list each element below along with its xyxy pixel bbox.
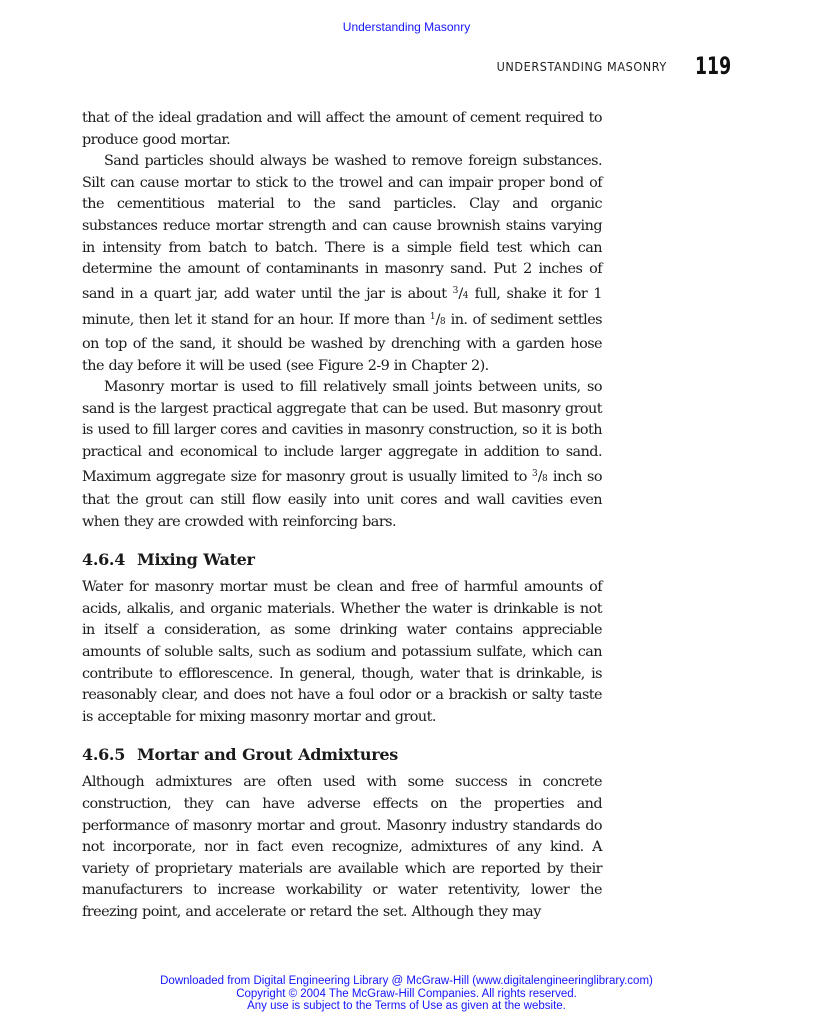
paragraph-1: that of the ideal gradation and will affect the amount of cement required to produce good mortar. <box>82 110 602 148</box>
footer-notice <box>0 975 813 1013</box>
body-text <box>82 108 602 924</box>
paragraph-2-text-a: Sand particles should always be washed to remove foreign substances. Silt can cause mortar to stick to the trowel and can impair proper bond of the cementitious material to the sand particles. Clay and organic substances reduce mortar strength and can cause brownish stains varying in intensity from batch to batch. There is a simple field test which can determine the amount of contaminants in masonry sand. Put 2 inches of sand in a quart jar, add water until the jar is about <box>82 153 602 302</box>
section-number: 4.6.5 <box>82 745 126 765</box>
section-title: Mortar and Grout Admixtures <box>137 745 398 765</box>
paragraph-2-text-c: in. of sediment settles on top of the sand, it should be washed by drenching with a garden hose the day before it will be used (see Figure 2-9 in Chapter 2). <box>82 312 602 374</box>
paragraph-3: Masonry mortar is used to fill relatively small joints between units, so sand is the largest practical aggregate that can be used. But masonry grout is used to fill larger cores and cavities in masonry construction, so it is both practical and economical to include larger aggregate in addition to sand. Maximum aggregate size for masonry grout is usually limited to $^3$/8 inch so that the grout can still flow easily into unit cores and wall cavities even when they are crowded with reinforcing bars. <box>82 379 602 530</box>
section-heading-admixtures <box>82 744 602 766</box>
footer-copyright: Copyright © 2004 The McGraw-Hill Companies. All rights reserved. <box>236 987 577 1000</box>
page-number: 119 <box>694 52 731 80</box>
fraction-denominator: 8 <box>542 473 548 484</box>
paragraph-3-text-a: Masonry mortar is used to fill relatively small joints between units, so sand is the largest practical aggregate that can be used. But masonry grout is used to fill larger cores and cavities in masonry construction, so it is both practical and economical to include larger aggregate in addition to sand. Maximum aggregate size for masonry grout is usually limited to <box>82 379 602 485</box>
running-title: UNDERSTANDING MASONRY <box>496 59 667 74</box>
paragraph-4: Water for masonry mortar must be clean and free of harmful amounts of acids, alkalis, and organic materials. Whether the water is drinkable is not in itself a consideration, as some drinking water contains appreciable amounts of soluble salts, such as sodium and potassium sulfate, which can contribute to efflorescence. In general, though, water that is drinkable, is reasonably clear, and does not have a foul odor or a brackish or salty taste is acceptable for mixing masonry mortar and grout. <box>82 579 602 725</box>
section-title: Mixing Water <box>137 550 255 570</box>
footer-download-link[interactable]: Downloaded from Digital Engineering Library @ McGraw-Hill (www.digitalengineeringlibrary.com) <box>160 975 653 987</box>
fraction-numerator: 3 <box>452 285 459 296</box>
running-head <box>497 52 731 80</box>
fraction-numerator: 1 <box>429 312 436 323</box>
paragraph-2: Sand particles should always be washed to remove foreign substances. Silt can cause mortar to stick to the trowel and can impair proper bond of the cementitious material to the sand particles. Clay and organic substances reduce mortar strength and can cause brownish stains varying in intensity from batch to batch. There is a simple field test which can determine the amount of contaminants in masonry sand. Put 2 inches of sand in a quart jar, add water until the jar is about $^3$/4 full, shake it for 1 minute, then let it stand for an hour. If more than $^1$/8 in. of sediment settles on top of the sand, it should be washed by drenching with a garden hose the day before it will be used (see Figure 2-9 in Chapter 2). <box>82 153 603 374</box>
fraction-denominator: 8 <box>439 317 446 328</box>
fraction-denominator: 4 <box>462 290 469 301</box>
paragraph-3-text-b: inch so that the grout can still flow easily into unit cores and wall cavities even when they are crowded with reinforcing bars. <box>82 468 602 530</box>
paragraph-2-text-b: full, shake it for 1 minute, then let it stand for an hour. If more than <box>82 285 603 329</box>
top-link[interactable]: Understanding Masonry <box>342 20 471 34</box>
footer-terms: Any use is subject to the Terms of Use as given at the website. <box>247 1000 566 1012</box>
section-number: 4.6.4 <box>82 550 126 570</box>
fraction-numerator: 3 <box>531 468 538 479</box>
paragraph-5: Although admixtures are often used with some success in concrete construction, they can have adverse effects on the properties and performance of masonry mortar and grout. Masonry industry standards do not incorporate, nor in fact even recognize, admixtures of any kind. A variety of proprietary materials are available which are reported by their manufacturers to increase workability or water retentivity, lower the freezing point, and accelerate or retard the set. Although they may <box>82 774 602 920</box>
section-heading-mixing-water <box>82 549 602 571</box>
